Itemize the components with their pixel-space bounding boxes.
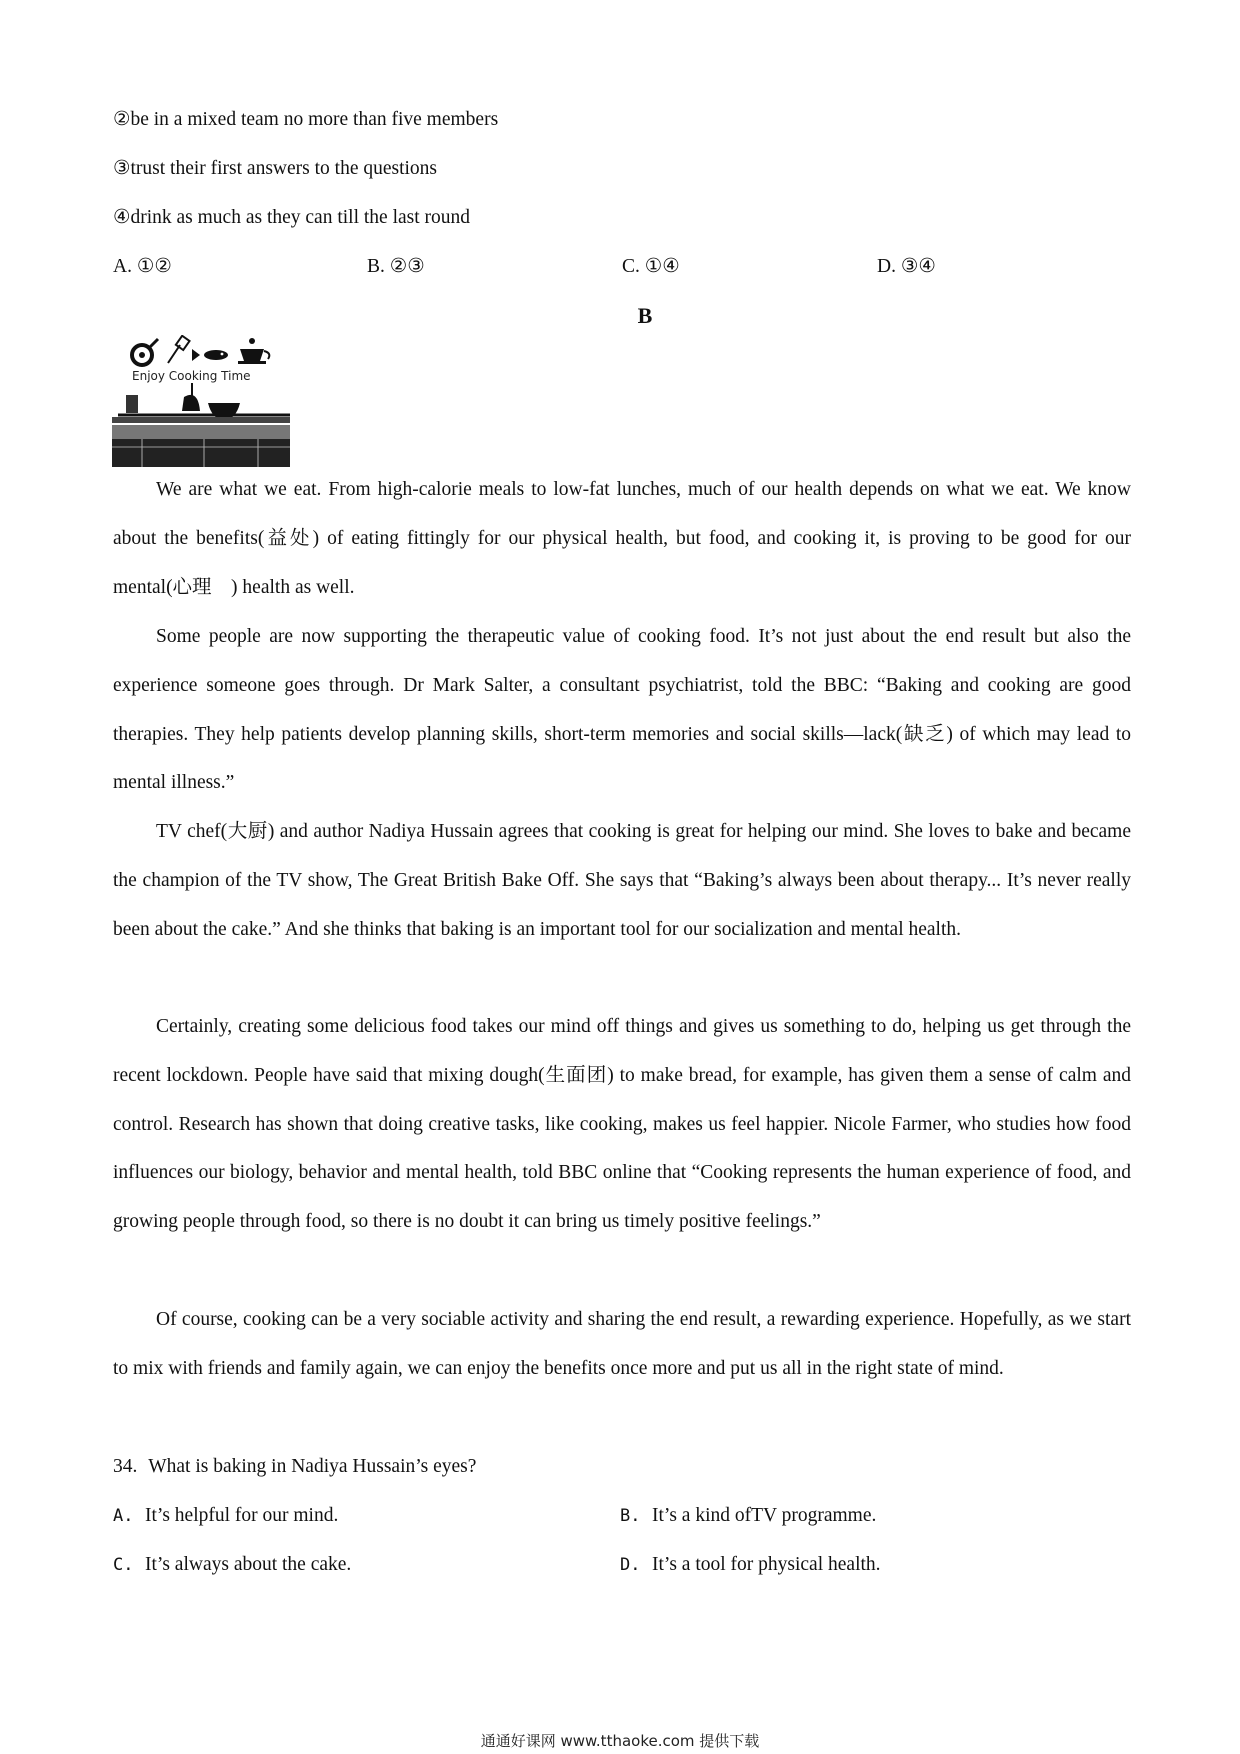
- paragraph-3: TV chef(大厨) and author Nadiya Hussain agrees that cooking is great for helping our mind. She loves to bake and became the champion of the TV show, The Great British Bake Off. She says that “Baking’s always been about therapy... It’s never really been about the cake.” And she thinks that baking is an important tool for our socialization and mental health.: [113, 821, 1131, 940]
- answer-option-a: [113, 1505, 338, 1527]
- question-number: 34.: [113, 1456, 138, 1477]
- paragraph-1: We are what we eat. From high-calorie meals to low-fat lunches, much of our health depends on what we eat. We know about the benefits(益处) of eating fittingly for our physical health, but food, and cooking it, is proving to be good for our mental(心理 ) health as well.: [113, 479, 1131, 598]
- fish-icon: [192, 349, 228, 361]
- kitchen-scene-icon: [112, 383, 290, 467]
- option-text: It’s a tool for physical health.: [652, 1554, 881, 1575]
- prev-question-item-4: ④drink as much as they can till the last round: [113, 207, 471, 228]
- prev-question-options: [113, 254, 1123, 278]
- option-text: It’s helpful for our mind.: [145, 1505, 339, 1526]
- paragraph-5: Of course, cooking can be a very sociable activity and sharing the end result, a rewarding experience. Hopefully, as we start to mix with friends and family again, we can enjoy the benefits once more and put us all in the right state of mind.: [113, 1309, 1131, 1379]
- question-text: What is baking in Nadiya Hussain’s eyes?: [148, 1456, 477, 1477]
- option-text: It’s a kind ofTV programme.: [652, 1505, 877, 1526]
- option-letter: D.: [620, 1555, 641, 1575]
- option-text: It’s always about the cake.: [145, 1554, 352, 1575]
- paragraph-2: Some people are now supporting the therapeutic value of cooking food. It’s not just about the end result but also the experience someone goes through. Dr Mark Salter, a consultant psychiatrist, told the BBC: “Baking and cooking are good therapies. They help patients develop planning skills, short-term memories and social skills—lack(缺乏) of which may lead to mental illness.”: [113, 626, 1131, 794]
- answer-option-d: [620, 1554, 881, 1576]
- footer-watermark: 通通好课网 www.tthaoke.com 提供下载: [480, 1732, 760, 1750]
- question-34: [113, 1456, 476, 1478]
- spatula-icon: [168, 336, 190, 363]
- prev-option-c: C. ①④: [622, 256, 680, 277]
- answer-option-b: [620, 1505, 876, 1527]
- enjoy-cooking-time-logo: [112, 335, 290, 467]
- section-title: B: [637, 303, 653, 328]
- prev-question-item-3: ③trust their first answers to the questions: [113, 158, 438, 179]
- prev-option-b: B. ②③: [367, 256, 425, 277]
- option-letter: B.: [620, 1506, 641, 1526]
- answer-option-c: [113, 1554, 351, 1576]
- prev-question-item-2: ②be in a mixed team no more than five members: [113, 109, 499, 130]
- option-letter: C.: [113, 1555, 134, 1575]
- teapot-icon: [238, 338, 269, 364]
- logo-caption: Enjoy Cooking Time: [132, 369, 251, 383]
- paragraph-4: Certainly, creating some delicious food takes our mind off things and gives us something to do, helping us get through the recent lockdown. People have said that mixing dough(生面团) to make bread, for example, has given them a sense of calm and control. Research has shown that doing creative tasks, like cooking, makes us feel happier. Nicole Farmer, who studies how food influences our biology, behavior and mental health, told BBC online that “Cooking represents the human experience of food, and growing people through food, so there is no doubt it can bring us timely positive feelings.”: [113, 1016, 1131, 1233]
- option-letter: A.: [113, 1506, 134, 1526]
- prev-option-a: A. ①②: [113, 256, 172, 277]
- frying-pan-icon: [132, 339, 158, 365]
- prev-option-d: D. ③④: [877, 256, 936, 277]
